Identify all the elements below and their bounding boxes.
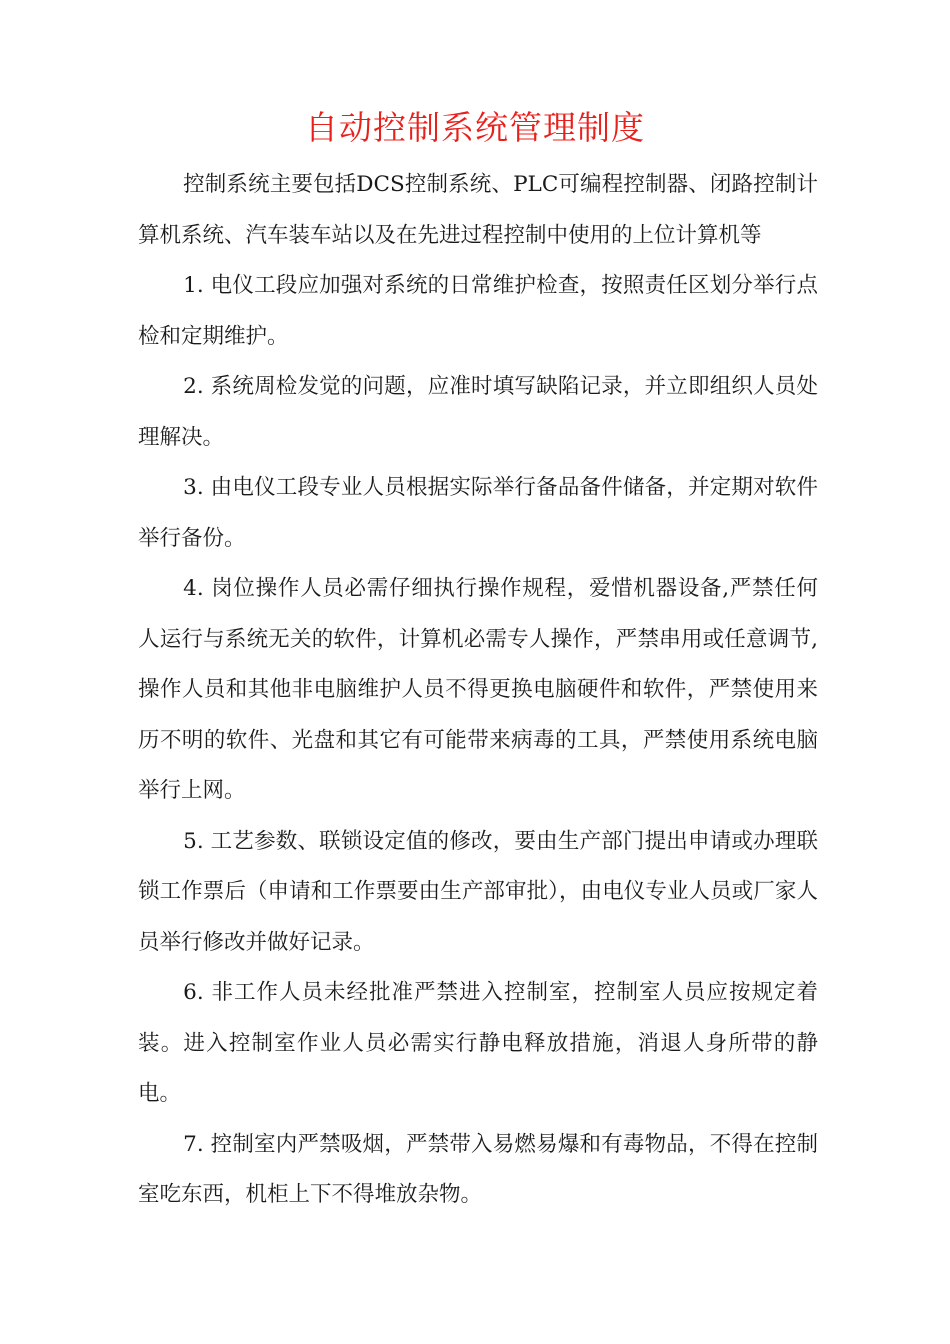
rule-item-2: 2. 系统周检发觉的问题，应准时填写缺陷记录，并立即组织人员处理解决。 [138, 374, 818, 450]
document-body [138, 160, 818, 1221]
rule-item-4: 4. 岗位操作人员必需仔细执行操作规程，爱惜机器设备,严禁任何人运行与系统无关的软件，计算机必需专人操作，严禁串用或任意调节,操作人员和其他非电脑维护人员不得更换电脑硬件和软件，严禁使用来历不明的软件、光盘和其它有可能带来病毒的工具，严禁使用系统电脑举行上网。 [138, 576, 818, 803]
document-title: 自动控制系统管理制度 [305, 108, 645, 147]
rule-item-7: 7. 控制室内严禁吸烟，严禁带入易燃易爆和有毒物品，不得在控制室吃东西，机柜上下不得堆放杂物。 [138, 1131, 818, 1207]
rule-item-1: 1. 电仪工段应加强对系统的日常维护检查，按照责任区划分举行点检和定期维护。 [138, 273, 818, 349]
rule-item-5: 5. 工艺参数、联锁设定值的修改，要由生产部门提出申请或办理联锁工作票后（申请和工作票要由生产部审批），由电仪专业人员或厂家人员举行修改并做好记录。 [138, 828, 818, 955]
intro-paragraph: 控制系统主要包括DCS控制系统、PLC可编程控制器、闭路控制计算机系统、汽车装车站以及在先进过程控制中使用的上位计算机等 [138, 172, 818, 248]
rule-item-6: 6. 非工作人员未经批准严禁进入控制室，控制室人员应按规定着装。进入控制室作业人员必需实行静电释放措施，消退人身所带的静电。 [138, 980, 818, 1106]
rule-item-3: 3. 由电仪工段专业人员根据实际举行备品备件储备，并定期对软件举行备份。 [138, 475, 818, 551]
